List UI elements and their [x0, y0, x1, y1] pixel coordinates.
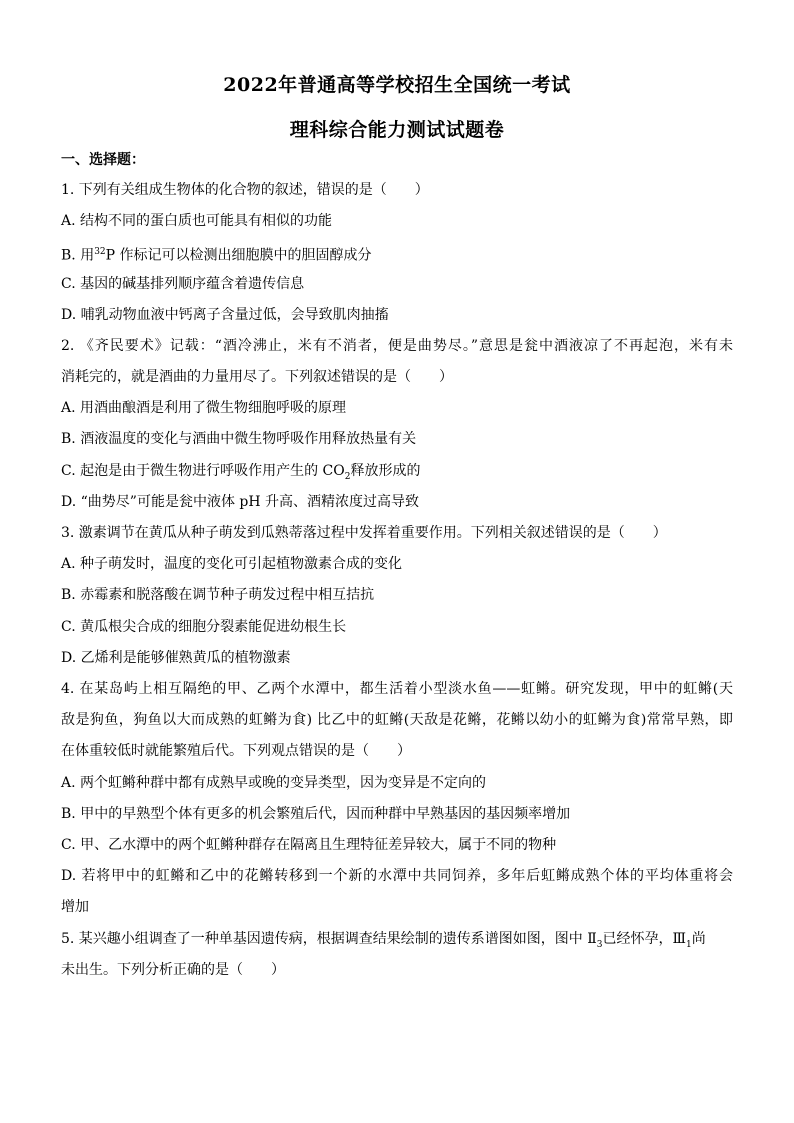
- question-4-option-c: C. 甲、乙水潭中的两个虹鳉种群存在隔离且生理特征差异较大，属于不同的物种: [61, 837, 557, 853]
- question-1-option-a: A. 结构不同的蛋白质也可能具有相似的功能: [61, 213, 333, 229]
- question-1-stem: 1. 下列有关组成生物体的化合物的叙述，错误的是（ ）: [61, 182, 429, 198]
- question-5-stem-line-1: 5. 某兴趣小组调查了一种单基因遗传病，根据调查结果绘制的遗传系谱图如图，图中 $Ⅱ_3$已经怀孕，$Ⅲ_1$尚: [61, 931, 706, 950]
- question-4-option-b: B. 甲中的早熟型个体有更多的机会繁殖后代，因而种群中早熟基因的基因频率增加: [61, 806, 571, 822]
- question-2-option-c: C. 起泡是由于微生物进行呼吸作用产生的 $CO_2$释放形成的: [61, 463, 421, 482]
- question-4-stem-line-1: 4. 在某岛屿上相互隔绝的甲、乙两个水潭中，都生活着小型淡水鱼——虹鳉。研究发现，甲中的虹鳉(天: [61, 681, 733, 697]
- question-1-option-c: C. 基因的碱基排列顺序蕴含着遗传信息: [61, 276, 305, 292]
- exam-title: 2022年普通高等学校招生全国统一考试: [223, 74, 571, 96]
- question-4-stem-line-2: 敌是狗鱼，狗鱼以大而成熟的虹鳉为食) 比乙中的虹鳉(天敌是花鳉，花鳉以幼小的虹鳉为食)常常早熟，即: [61, 712, 733, 728]
- question-3-option-d: D. 乙烯利是能够催熟黄瓜的植物激素: [61, 650, 291, 666]
- question-2-stem-line-1: 2. 《齐民要术》记载：“酒冷沸止，米有不消者，便是曲势尽。”意思是瓮中酒液凉了不再起泡，米有未: [61, 338, 733, 354]
- question-2-option-a: A. 用酒曲酿酒是利用了微生物细胞呼吸的原理: [61, 400, 347, 416]
- question-4-option-a: A. 两个虹鳉种群中都有成熟早或晚的变异类型，因为变异是不定向的: [61, 775, 487, 791]
- question-3-option-b: B. 赤霉素和脱落酸在调节种子萌发过程中相互拮抗: [61, 587, 375, 603]
- question-2-option-d: D. “曲势尽”可能是瓮中液体 pH 升高、酒精浓度过高导致: [61, 494, 420, 510]
- question-2-stem-line-2: 消耗完的，就是酒曲的力量用尽了。下列叙述错误的是（ ）: [61, 369, 453, 385]
- question-3-stem: 3. 激素调节在黄瓜从种子萌发到瓜熟蒂落过程中发挥着重要作用。下列相关叙述错误的是（ ）: [61, 525, 667, 541]
- question-4-stem-line-3: 在体重较低时就能繁殖后代。下列观点错误的是（ ）: [61, 743, 411, 759]
- question-1-option-b: B. 用$^{32}$P 作标记可以检测出细胞膜中的胆固醇成分: [61, 247, 372, 264]
- question-3-option-c: C. 黄瓜根尖合成的细胞分裂素能促进幼根生长: [61, 619, 347, 635]
- question-1-option-d: D. 哺乳动物血液中钙离子含量过低，会导致肌肉抽搐: [61, 307, 389, 323]
- exam-subtitle: 理科综合能力测试试题卷: [289, 119, 505, 141]
- question-4-option-d-line-2: 增加: [61, 899, 89, 915]
- question-5-stem-line-2: 未出生。下列分析正确的是（ ）: [61, 962, 285, 978]
- question-2-option-b: B. 酒液温度的变化与酒曲中微生物呼吸作用释放热量有关: [61, 431, 417, 447]
- question-3-option-a: A. 种子萌发时，温度的变化可引起植物激素合成的变化: [61, 556, 403, 572]
- section-heading: 一、选择题：: [61, 152, 145, 168]
- question-4-option-d-line-1: D. 若将甲中的虹鳉和乙中的花鳉转移到一个新的水潭中共同饲养，多年后虹鳉成熟个体的平均体重将会: [61, 868, 733, 884]
